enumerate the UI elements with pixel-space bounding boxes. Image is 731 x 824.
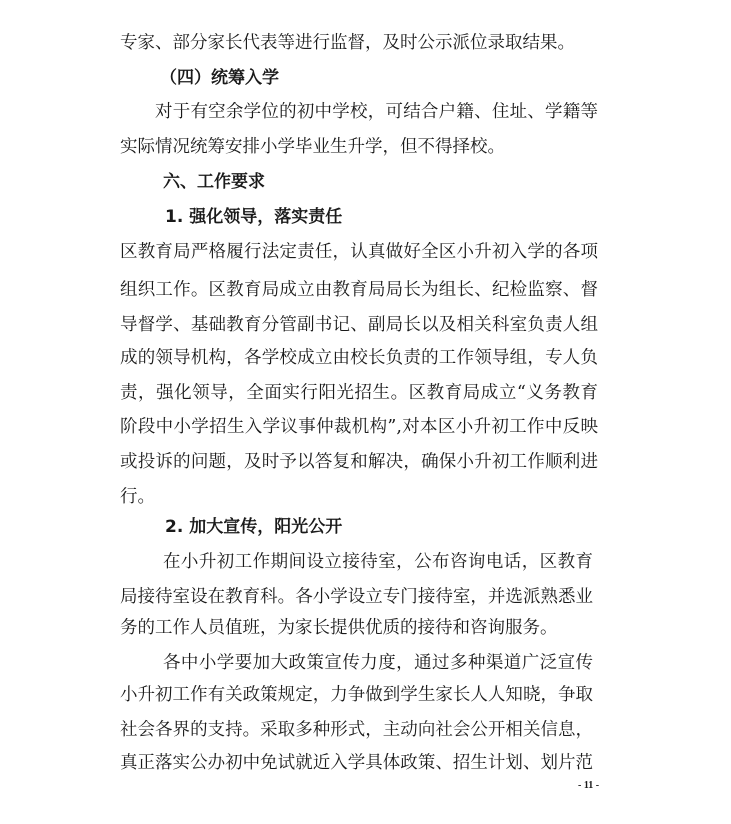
- section-heading: 六、工作要求: [163, 172, 265, 192]
- paragraph-line: 区教育局严格履行法定责任，认真做好全区小升初入学的各项: [120, 242, 598, 262]
- paragraph-line: 务的工作人员值班，为家长提供优质的接待和咨询服务。: [120, 618, 558, 638]
- paragraph-line: 社会各界的支持。采取多种形式，主动向社会公开相关信息，: [120, 720, 593, 740]
- subsection-heading: 1. 强化领导，落实责任: [165, 207, 343, 227]
- page-number: - 11 -: [578, 780, 600, 791]
- paragraph-line: 实际情况统筹安排小学毕业生升学，但不得择校。: [120, 137, 505, 157]
- paragraph-line: 或投诉的问题，及时予以答复和解决，确保小升初工作顺利进: [120, 452, 598, 472]
- paragraph-line: 行。: [120, 487, 155, 507]
- paragraph-line: 组织工作。区教育局成立由教育局局长为组长、纪检监察、督: [120, 280, 598, 300]
- subsection-heading: 2. 加大宣传，阳光公开: [165, 517, 343, 537]
- paragraph-line: 对于有空余学位的初中学校，可结合户籍、住址、学籍等: [155, 102, 598, 122]
- paragraph-line: 阶段中小学招生入学议事仲裁机构”,对本区小升初工作中反映: [120, 417, 598, 437]
- paragraph-line: 各中小学要加大政策宣传力度，通过多种渠道广泛宣传: [163, 653, 593, 673]
- paragraph-line: 导督学、基础教育分管副书记、副局长以及相关科室负责人组: [120, 315, 598, 335]
- paragraph-line: 局接待室设在教育科。各小学设立专门接待室，并选派熟悉业: [120, 587, 593, 607]
- paragraph-line: 专家、部分家长代表等进行监督，及时公示派位录取结果。: [120, 33, 575, 53]
- paragraph-line: 小升初工作有关政策规定，力争做到学生家长人人知晓，争取: [120, 685, 593, 705]
- paragraph-line: 成的领导机构，各学校成立由校长负责的工作领导组，专人负: [120, 348, 598, 368]
- section-heading: （四）统筹入学: [160, 68, 279, 88]
- paragraph-line: 责，强化领导，全面实行阳光招生。区教育局成立“义务教育: [120, 383, 598, 403]
- paragraph-line: 真正落实公办初中免试就近入学具体政策、招生计划、划片范: [120, 753, 593, 773]
- paragraph-line: 在小升初工作期间设立接待室，公布咨询电话，区教育: [163, 552, 593, 572]
